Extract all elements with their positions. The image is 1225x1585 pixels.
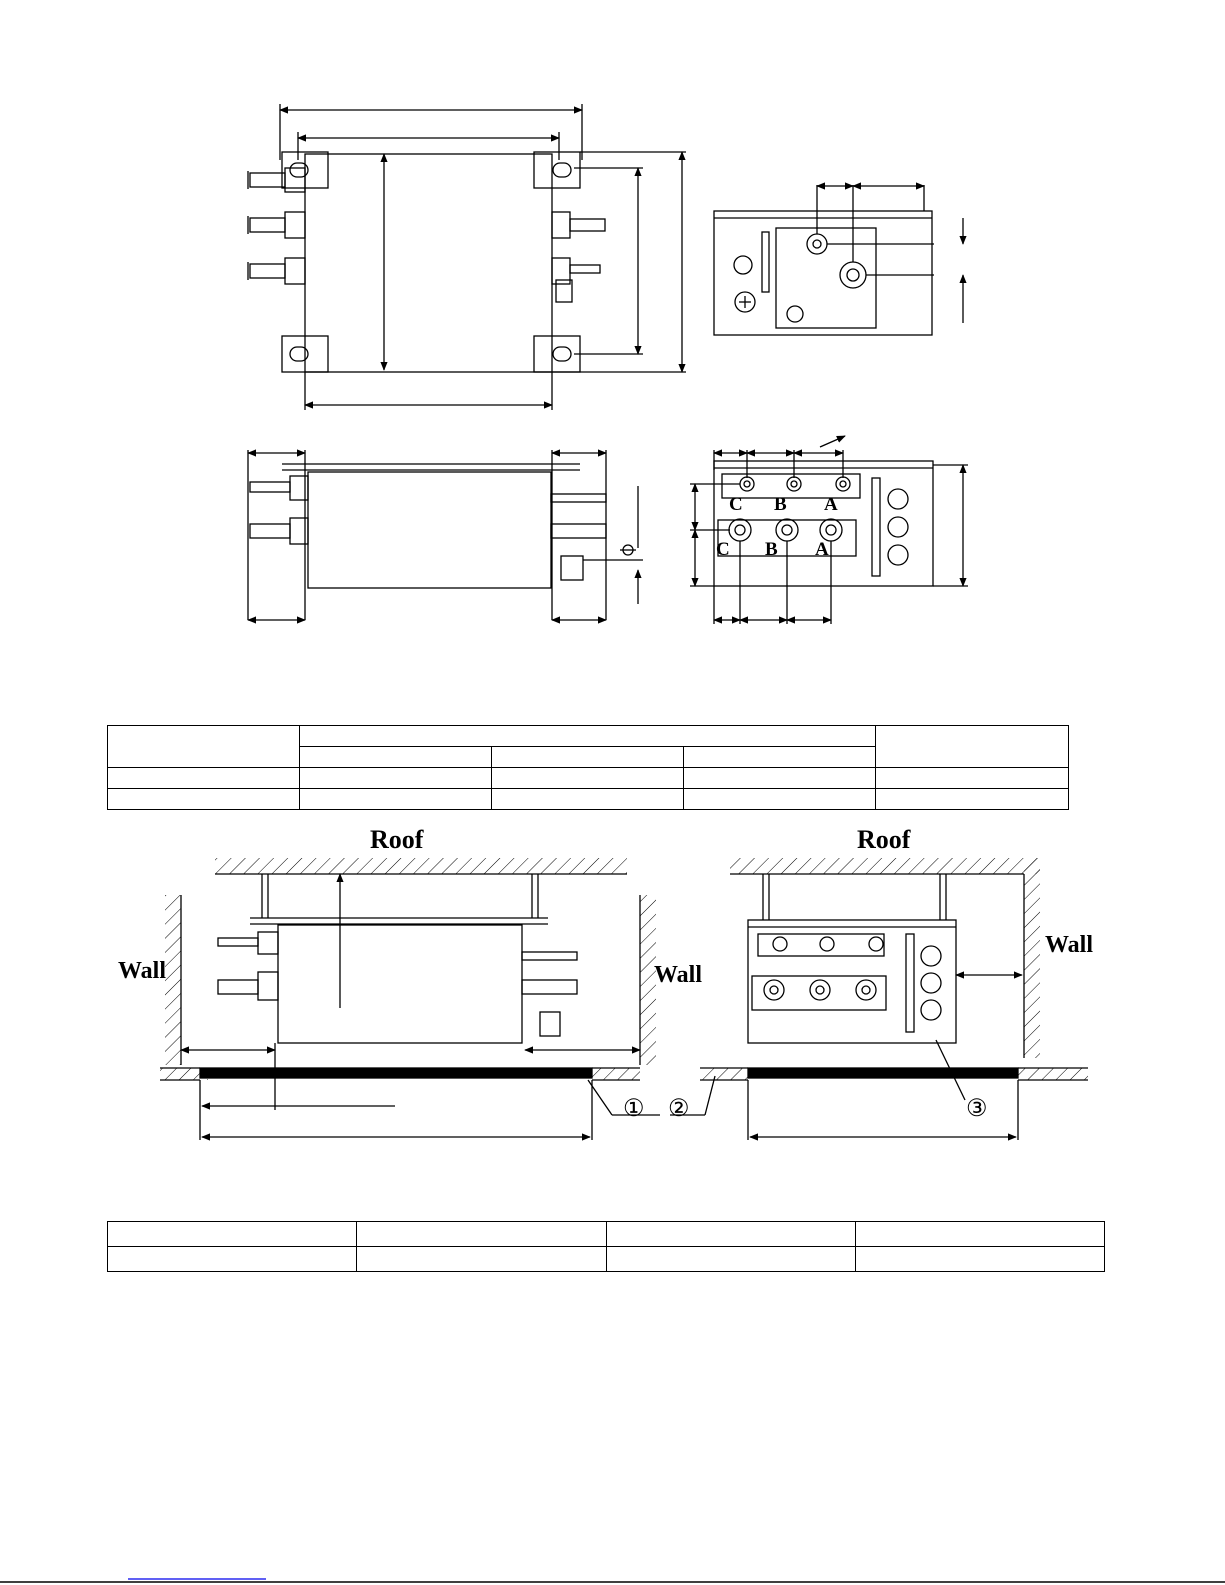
end-view-top bbox=[714, 185, 963, 335]
roof-label-right: Roof bbox=[857, 825, 911, 854]
port-label-c1: C bbox=[729, 494, 743, 515]
end-view-ports bbox=[690, 436, 968, 624]
wall-label-right: Wall bbox=[1045, 932, 1094, 958]
callout-2: ② bbox=[668, 1096, 690, 1122]
callout-1: ① bbox=[623, 1096, 645, 1122]
clearance-table bbox=[107, 1221, 1105, 1272]
install-front bbox=[160, 858, 660, 1140]
wall-label-left: Wall bbox=[118, 958, 167, 984]
port-label-b1: B bbox=[774, 494, 787, 515]
wall-label-mid: Wall bbox=[654, 962, 703, 988]
install-side bbox=[670, 858, 1088, 1140]
port-label-a2: A bbox=[815, 539, 829, 560]
dimension-table bbox=[107, 725, 1069, 810]
callout-3: ③ bbox=[966, 1096, 988, 1122]
port-label-b2: B bbox=[765, 539, 778, 560]
front-view bbox=[248, 450, 643, 620]
port-label-a1: A bbox=[824, 494, 838, 515]
port-label-c2: C bbox=[716, 539, 730, 560]
top-view bbox=[248, 104, 686, 410]
roof-label-left: Roof bbox=[370, 825, 424, 854]
